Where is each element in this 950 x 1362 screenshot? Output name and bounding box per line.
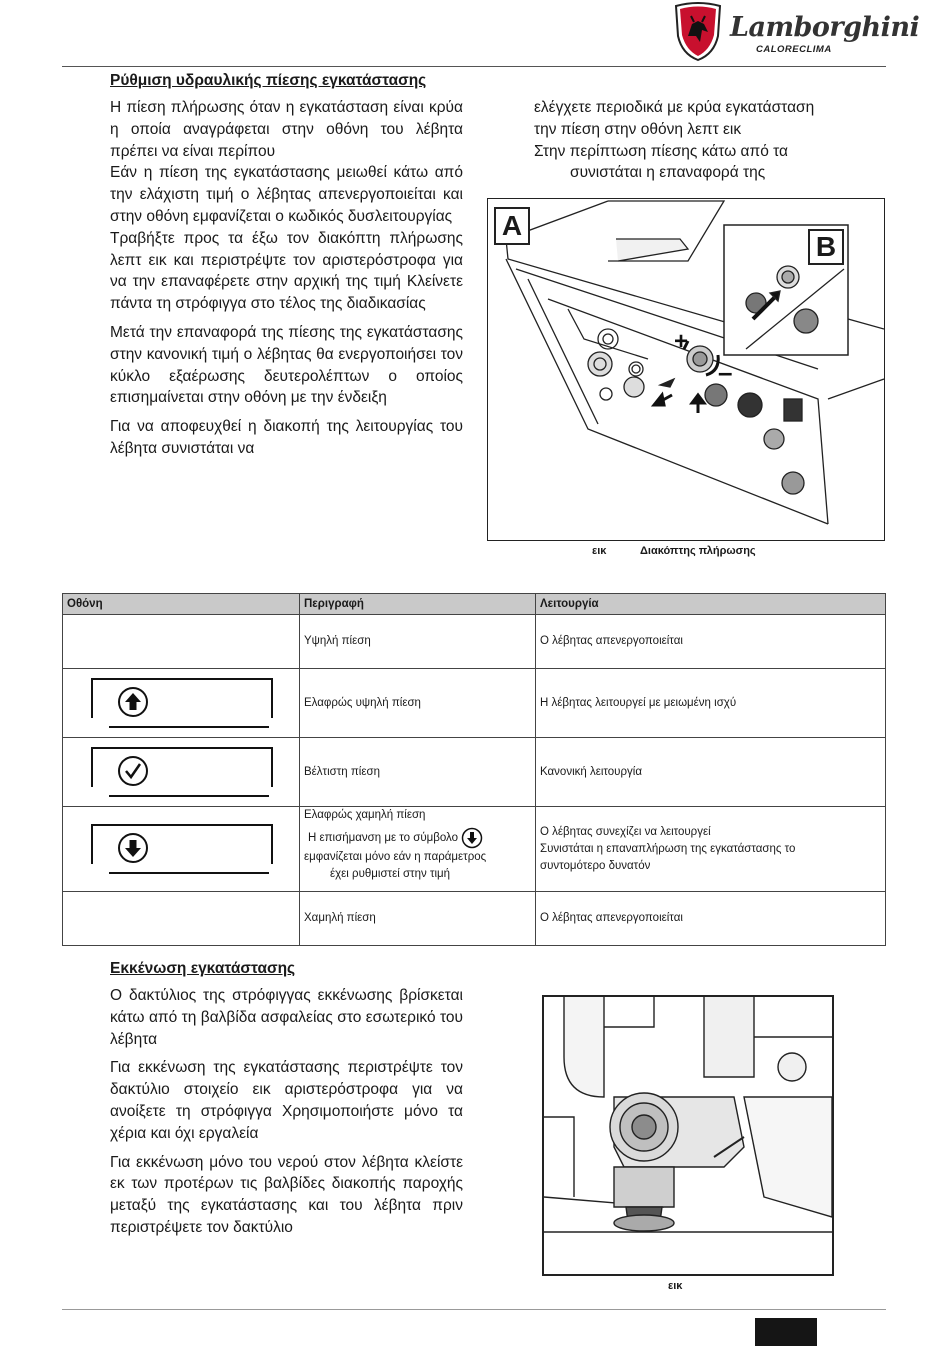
description-cell: Ελαφρώς υψηλή πίεση: [300, 669, 536, 738]
pressure-left-column: [110, 97, 463, 467]
figure-caption: Διακόπτης πλήρωσης: [640, 545, 756, 557]
description-line: έχει ρυθμιστεί στην τιμή: [330, 868, 451, 880]
function-cell: Κανονική λειτουργία: [536, 738, 886, 807]
table-row: [63, 669, 886, 738]
function-line: Ο λέβητας συνεχίζει να λειτουργεί: [540, 825, 711, 838]
arrow-down-circle-icon: [117, 832, 149, 864]
brand-name: Lamborghini: [730, 12, 920, 43]
page-number-box: [755, 1318, 817, 1346]
drain-figure-caption: εικ: [668, 1280, 683, 1292]
function-cell: [536, 807, 886, 892]
paragraph: Ο δακτύλιος της στρόφιγγας εκκένωσης βρίσκεται κάτω από τη βαλβίδα ασφαλείας στο εσωτερικό του λέβητα: [110, 987, 463, 1048]
description-cell: [300, 807, 536, 892]
display-mockup: [91, 678, 271, 728]
column-header: Οθόνη: [63, 594, 300, 615]
display-cell: [63, 615, 300, 669]
paragraph: Για εκκένωση μόνο του νερού στον λέβητα κλείστε εκ των προτέρων τις βαλβίδες διακοπής παροχής μεταξύ της εγκατάστασης και του λέβητα πριν περιστρέψετε τον δακτύλιο: [110, 1153, 463, 1236]
pressure-right-column: [534, 97, 882, 184]
arrow-down-circle-icon: [461, 827, 483, 849]
function-cell: Ο λέβητας απενεργοποιείται: [536, 615, 886, 669]
drain-valve-illustration: [544, 997, 832, 1274]
table-row: [63, 892, 886, 946]
figure-caption-prefix: εικ: [592, 545, 607, 557]
text-line: Στην περίπτωση πίεσης κάτω από τα: [534, 142, 788, 160]
footer-rule: [62, 1309, 886, 1310]
display-mockup: [91, 747, 271, 797]
description-line: Ελαφρώς χαμηλή πίεση: [304, 809, 426, 821]
lamborghini-shield-icon: [672, 2, 724, 62]
figure-label-b: B: [808, 229, 844, 265]
header-rule: [62, 66, 886, 67]
table-row: [63, 738, 886, 807]
function-cell: Η λέβητας λειτουργεί με μειωμένη ισχύ: [536, 669, 886, 738]
column-header: Περιγραφή: [300, 594, 536, 615]
table-row: [63, 615, 886, 669]
display-cell: [63, 669, 300, 738]
text-line: συνιστάται η επαναφορά της: [570, 164, 766, 182]
svg-text:+: +: [674, 328, 689, 355]
figure-label-a: A: [494, 207, 530, 245]
brand-subtitle: CALORECLIMA: [756, 44, 832, 55]
description-cell: Χαμηλή πίεση: [300, 892, 536, 946]
display-mockup: [91, 824, 271, 874]
function-line: Συνιστάται η επαναπλήρωση της εγκατάστασης το: [540, 842, 796, 855]
description-cell: Υψηλή πίεση: [300, 615, 536, 669]
arrow-up-circle-icon: [117, 686, 149, 718]
function-cell: Ο λέβητας απενεργοποιείται: [536, 892, 886, 946]
text-line: την πίεση στην οθόνη λεπτ εικ: [534, 120, 742, 138]
fill-valve-figure: [487, 198, 885, 541]
drain-valve-figure: [542, 995, 834, 1276]
svg-text:–: –: [718, 357, 733, 387]
display-cell: [63, 892, 300, 946]
description-line: Η επισήμανση με το σύμβολο: [304, 827, 531, 849]
drain-left-column: [110, 985, 463, 1246]
paragraph: Μετά την επαναφορά της πίεσης της εγκατάστασης στην κανονική τιμή ο λέβητας θα ενεργοποιήσει τον κύκλο εξαέρωσης δευτερολέπτων ο οποίος επισημαίνεται στην οθόνη με την ένδειξη: [110, 323, 463, 407]
table-row: [63, 807, 886, 892]
paragraph: Εάν η πίεση της εγκατάστασης μειωθεί κάτω από την ελάχιστη τιμή ο λέβητας απενεργοποιείται και στην οθόνη εμφανίζεται ο κωδικός δυσλειτουργίας: [110, 164, 463, 225]
description-line: εμφανίζεται μόνο εάν η παράμετρος: [304, 851, 487, 863]
check-circle-icon: [117, 755, 149, 787]
section-title-pressure: Ρύθμιση υδραυλικής πίεσης εγκατάστασης: [110, 72, 427, 89]
paragraph: Τραβήξτε προς τα έξω τον διακόπτη πλήρωσης λεπτ εικ και περιστρέψτε τον αριστερόστροφα για να την επαναφέρετε στην αρχική της τιμή Κλείνετε πάντα τη στρόφιγγα στο τέλος της διαδικασίας: [110, 229, 463, 313]
display-cell: [63, 738, 300, 807]
column-header: Λειτουργία: [536, 594, 886, 615]
paragraph: Για εκκένωση της εγκατάστασης περιστρέψτε τον δακτύλιο στοιχείο εικ αριστερόστροφα για να ανοίξετε τη στρόφιγγα Χρησιμοποιήστε μόνο τα χέρια και όχι εργαλεία: [110, 1059, 463, 1142]
description-cell: Βέλτιστη πίεση: [300, 738, 536, 807]
display-cell: [63, 807, 300, 892]
pressure-table: [62, 593, 886, 946]
function-line: συντομότερο δυνατόν: [540, 859, 651, 872]
section-title-drain: Εκκένωση εγκατάστασης: [110, 960, 296, 977]
paragraph: Για να αποφευχθεί η διακοπή της λειτουργίας του λέβητα συνιστάται να: [110, 418, 463, 457]
paragraph: Η πίεση πλήρωσης όταν η εγκατάσταση είναι κρύα η οποία αναγράφεται στην οθόνη του λέβητα πρέπει να είναι περίπου: [110, 99, 463, 160]
text-line: ελέγχετε περιοδικά με κρύα εγκατάσταση: [534, 99, 815, 116]
brand-logo: [672, 2, 920, 64]
